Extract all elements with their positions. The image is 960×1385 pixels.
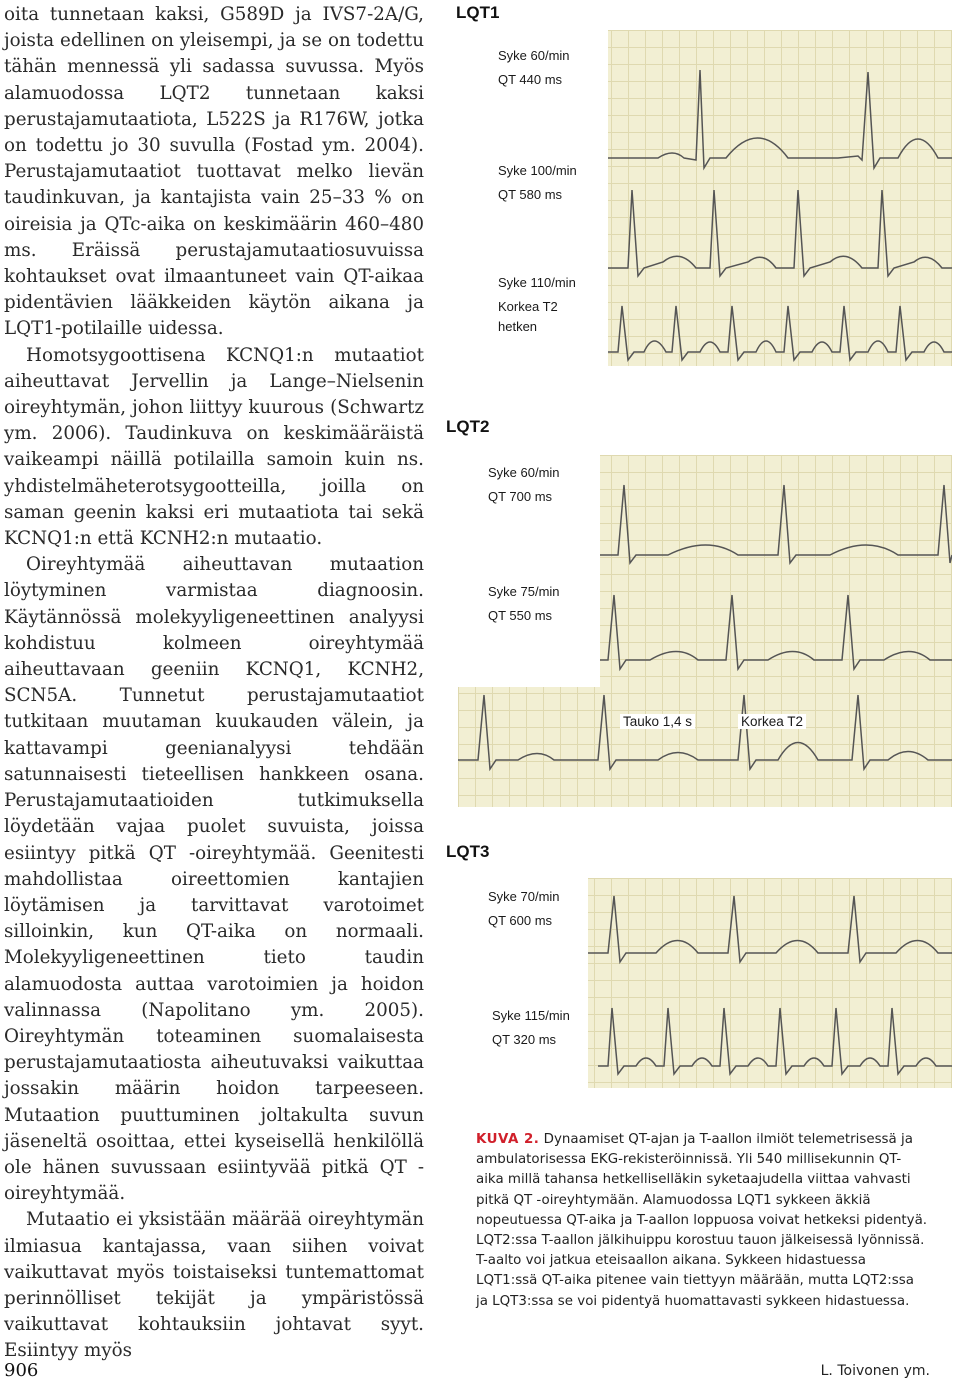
caption-label: KUVA 2. <box>476 1132 540 1147</box>
article-paragraph: Oireyhtymää aiheuttavan mutaation löytyminen varmistaa diagnoosin. Käytännössä molekyyligeneettinen analyysi kohdistuu kolmeen oireyhtymää aiheuttavaan geeniin KCNQ1, KCNH2, SCN5A. Tunnetut perustajamutaatiot tutkitaan muutaman kuukauden välein, ja kattavampi geenianalyysi tehdään satunnaisesti tieteellisen hankkeen osana. Perustajamutaatioiden tutkimuksella löydetään vajaa puolet suvuista, joissa esiintyy pitkä QT -oireyhtymää. Geenitesti mahdollistaa oireettomien kantajien löytämisen ja tarvittavat varotoimet silloinkin, kun QT-aika on normaali. Molekyyligeneettinen tieto taudin alamuodosta auttaa varotoimien ja hoidon valinnassa (Napolitano ym. 2005). Oireyhtymän toteaminen suomalaisesta perustajamutaatiosta aiheutuvaksi vaikuttaa jossakin määrin hoidon tarpeeseen. Mutaation puuttuminen joltakulta suvun jäseneltä osoittaa, ettei kyseisellä henkilöllä ole hänen suvussaan esiintyvää pitkä QT -oireyhtymää. <box>4 554 424 1205</box>
ecg-trace <box>608 190 952 276</box>
figure-caption <box>476 1130 928 1312</box>
lqt1-strip-2-label: Syke 100/min QT 580 ms <box>498 163 577 202</box>
ecg-trace <box>458 695 952 769</box>
lqt2-strip-1-label: Syke 60/min QT 700 ms <box>488 465 560 504</box>
lqt1-title: LQT1 <box>456 3 500 22</box>
footer-author: L. Toivonen ym. <box>820 1363 930 1379</box>
lqt1-strip-3-label: Syke 110/min Korkea T2 hetken <box>498 275 576 334</box>
article-paragraph: Mutaatio ei yksistään määrää oireyhtymän ilmiasua kantajassa, vaan siihen voivat vaikuttavat myös toistaiseksi tuntemattomat perinnölliset tekijät ja ympäristössä vaikuttavat kohtauksiin johtavat syyt. Esiintyy myös <box>4 1209 424 1362</box>
lqt3-strip-2-label: Syke 115/min QT 320 ms <box>492 1008 570 1047</box>
ecg-trace <box>608 306 952 360</box>
ecg-trace <box>588 485 952 563</box>
article-paragraph: oita tunnetaan kaksi, G589D ja IVS7-2A/G, joista edellinen on yleisempi, ja se on todettu tähän mennessä yli sadassa suvussa. Myös alamuodossa LQT2 tunnetaan kaksi perustajamutaatiota, L522S ja R176W, jotka on todettu jo 30 suvulla (Fostad ym. 2004). Perustajamutaatiot tuottavat melko lievän taudinkuvan, ja kantajista vain 25–33 % on oireisia ja QTc-aika on keskimäärin 460–480 ms. Eräissä perustajamutaatiosuvuissa kohtaukset ovat ilmaantuneet vain QT-aikaa pidentävien lääkkeiden käytön aikana ja LQT1-potilaille uidessa. <box>4 4 424 340</box>
ecg-trace <box>588 896 952 962</box>
page-number: 906 <box>4 1360 39 1381</box>
article-text-column <box>4 2 424 1365</box>
pause-annotation: Tauko 1,4 s <box>620 714 695 729</box>
ecg-trace <box>598 1008 952 1074</box>
lqt2-title: LQT2 <box>446 417 490 436</box>
ecg-trace <box>608 70 952 168</box>
ecg-trace <box>588 595 952 669</box>
high-t2-annotation: Korkea T2 <box>738 714 806 729</box>
lqt2-strip-2-label: Syke 75/min QT 550 ms <box>488 584 560 623</box>
caption-text: Dynaamiset QT-ajan ja T-aallon ilmiöt telemetrisessä ja ambulatorisessa EKG-rekisteröinnissä. Yli 540 millisekunnin QT-aika millä tahansa hetkelliselläkin syketaajudella viittaa vahvasti pitkä QT -oireyhtymään. Alamuodossa LQT1 sykkeen äkkiä nopeutuessa QT-aika ja T-aallon loppuosa voivat hetkeksi pidentyä. LQT2:ssa T-aallon jälkihuippu korostuu tauon jälkeisessä lyönnissä. T-aalto voi jatkua eteisaallon aikana. Sykkeen hidastuessa LQT1:ssä QT-aika pitenee vain tiettyyn määrään, mutta LQT2:ssa ja LQT3:ssa se voi pidentyä huomattavasti sykkeen hidastuessa. <box>476 1132 928 1309</box>
lqt1-strip-1-label: Syke 60/min QT 440 ms <box>498 48 570 87</box>
article-paragraph: Homotsygoottisena KCNQ1:n mutaatiot aiheuttavat Jervellin ja Lange–Nielsenin oireyhtymän, johon liittyy kuurous (Schwartz ym. 2006). Taudinkuva on keskimääräistä vaikeampi näillä potilailla samoin kuin ns. yhdistelmäheterotsygootteilla, joilla on saman geenin kaksi eri mutaatiota tai sekä KCNQ1:n että KCNH2:n mutaatio. <box>4 344 424 550</box>
lqt3-strip-1-label: Syke 70/min QT 600 ms <box>488 889 560 928</box>
lqt3-title: LQT3 <box>446 842 490 861</box>
